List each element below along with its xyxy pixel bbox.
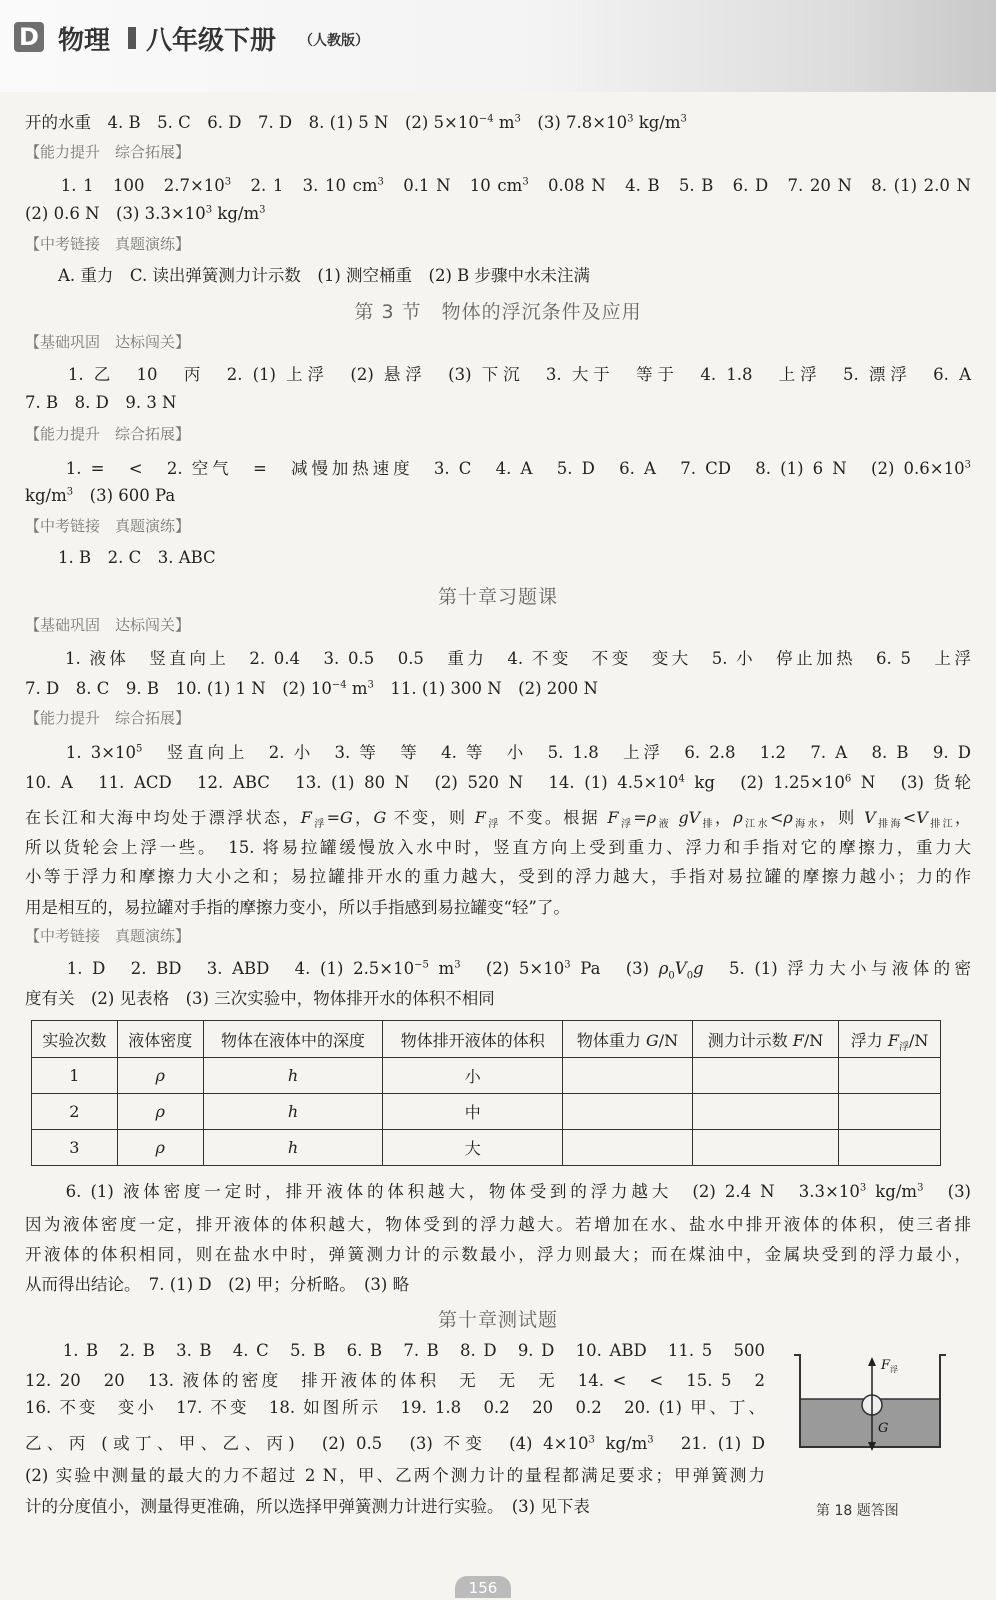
section-label: 【基础巩固 达标闯关】 <box>25 616 191 634</box>
section-label: 【中考链接 真题演练】 <box>25 517 191 535</box>
table-cell: h <box>203 1094 383 1130</box>
table-header-cell: 实验次数 <box>32 1021 118 1058</box>
table-cell <box>839 1130 941 1166</box>
answer-line: 1. 乙 10 丙 2. (1) 上浮 (2) 悬浮 (3) 下沉 3. 大于 等于 4. 1.8 上浮 5. 漂浮 6. A <box>25 365 971 384</box>
table-cell <box>839 1058 941 1094</box>
answer-line: 10. A 11. ACD 12. ABC 13. (1) 80 N (2) 520 N 14. (1) $4.5\times 10^4$ kg (2) $1.25\times 10^6$ N (3) 货轮 <box>25 773 972 792</box>
answer-line: 6. (1) 液体密度一定时，排开液体的体积越大，物体受到的浮力越大 (2) 2.4 N $3.3\times 10^3$ $kg/m^3$ (3) <box>25 1182 971 1201</box>
section-label: 【基础巩固 达标闯关】 <box>25 333 191 351</box>
table-header-cell: 浮力 $F_浮/N$ <box>839 1021 941 1058</box>
table-cell: h <box>203 1130 383 1166</box>
table-cell <box>839 1094 941 1130</box>
buoyancy-figure <box>788 1347 948 1457</box>
header-divider <box>128 27 136 49</box>
section-label: 【中考链接 真题演练】 <box>25 235 191 253</box>
section-title: 第十章测试题 <box>437 1309 558 1331</box>
section-label: 【能力提升 综合拓展】 <box>25 709 191 727</box>
section-title: 第 3 节 物体的浮沉条件及应用 <box>354 301 642 323</box>
answer-line: 1. = < 2. 空气 = 减慢加热速度 3. C 4. A 5. D 6. A 7. CD 8. (1) 6 N (2) $0.6\times 10^3$ <box>25 459 971 478</box>
subject-title: 物理 <box>58 26 111 56</box>
table-cell: 小 <box>383 1058 563 1094</box>
section-label: 【能力提升 综合拓展】 <box>25 143 191 161</box>
page-header <box>0 0 996 92</box>
table-row <box>32 1058 941 1094</box>
answer-line: 7. B 8. D 9. 3 N <box>25 393 177 412</box>
answer-line: 所以货轮会上浮一些。 15. 将易拉罐缓慢放入水中时，竖直方向上受到重力、浮力和手指对它的摩擦力，重力大 <box>25 838 971 857</box>
table-cell <box>563 1058 693 1094</box>
answer-line: 因为液体密度一定，排开液体的体积越大，物体受到的浮力越大。若增加在水、盐水中排开液体的体积，使三者排 <box>25 1215 971 1234</box>
answer-line: 开的水重 4. B 5. C 6. D 7. D 8. (1) 5 N (2) $5\times 10^{-4}$ $m^3$ (3) $7.8\times 10^3$ $kg/m^3$ <box>25 113 687 132</box>
table-row <box>32 1094 941 1130</box>
answer-line: 1. 1 100 $2.7\times 10^3$ 2. 1 3. 10 $cm^3$ 0.1 N 10 $cm^3$ 0.08 N 4. B 5. B 6. D 7. 20 N 8. (1) 2.0 N <box>25 176 971 195</box>
table-cell <box>563 1094 693 1130</box>
answer-line: 1. $3\times 10^5$ 竖直向上 2. 小 3. 等 等 4. 等 小 5. 1.8 上浮 6. 2.8 1.2 7. A 8. B 9. D <box>25 743 971 762</box>
table-cell: h <box>203 1058 383 1094</box>
table-cell <box>563 1130 693 1166</box>
answer-line: A. 重力 C. 读出弹簧测力计示数 (1) 测空桶重 (2) B 步骤中水未注满 <box>25 266 591 285</box>
table-cell: 中 <box>383 1094 563 1130</box>
table-header-cell: 测力计示数 F/N <box>692 1021 838 1058</box>
answer-line: 在长江和大海中均处于漂浮状态，$F_浮=G$，G 不变，则 $F_浮$ 不变。根据 $F_浮=\rho_液$ $gV_排$，$\rho_{江水}<\rho_{海水}$，则 $V_{排海}<V_{排江}$， <box>25 808 972 831</box>
table-cell: ρ <box>117 1094 203 1130</box>
grade-title: 八年级下册 <box>146 26 277 56</box>
section-title: 第十章习题课 <box>437 586 558 608</box>
table-header-cell: 物体重力 G/N <box>563 1021 693 1058</box>
answer-line: 12. 20 20 13. 液体的密度 排开液体的体积 无 无 无 14. < < 15. 5 2 <box>25 1371 765 1390</box>
answer-line: 1. D 2. BD 3. ABD 4. (1) $2.5\times 10^{-5}$ $m^3$ (2) $5\times 10^3$ Pa (3) $\rho_0V_0g$ 5. (1) 浮力大小与液体的密 <box>25 959 972 982</box>
answer-line: 16. 不变 变小 17. 不变 18. 如图所示 19. 1.8 0.2 20 0.2 20. (1) 甲、丁、 <box>25 1398 765 1417</box>
table-cell: 1 <box>32 1058 118 1094</box>
edition-label: （人教版） <box>299 33 369 49</box>
answer-line: $kg/m^3$ (3) 600 Pa <box>25 486 176 505</box>
answer-line: (2) 实验中测量的最大的力不超过 2 N，甲、乙两个测力计的量程都满足要求；甲弹簧测力 <box>25 1466 765 1485</box>
answer-line: 小等于浮力和摩擦力大小之和；易拉罐排开水的重力越大，受到的浮力越大，手指对易拉罐的摩擦力越小；力的作 <box>25 867 971 886</box>
table-header-cell: 液体密度 <box>117 1021 203 1058</box>
table-cell: 3 <box>32 1130 118 1166</box>
answer-line: 1. B 2. C 3. ABC <box>25 548 216 567</box>
section-label: 【中考链接 真题演练】 <box>25 927 191 945</box>
gravity-force-label: G <box>878 1421 889 1436</box>
figure-caption: 第 18 题答图 <box>816 1503 899 1519</box>
table-cell <box>692 1094 838 1130</box>
answer-line: 1. B 2. B 3. B 4. C 5. B 6. B 7. B 8. D 9. D 10. ABD 11. 5 500 <box>25 1341 765 1360</box>
answer-line: 度有关 (2) 见表格 (3) 三次实验中，物体排开水的体积不相同 <box>25 989 495 1008</box>
answer-line: 乙、丙 (或丁、甲、乙、丙) (2) 0.5 (3) 不变 (4) $4\times 10^3$ $kg/m^3$ 21. (1) D <box>25 1434 765 1453</box>
experiment-table <box>31 1020 941 1166</box>
answer-line: 7. D 8. C 9. B 10. (1) 1 N (2) $10^{-4}$ $m^3$ 11. (1) 300 N (2) 200 N <box>25 679 598 698</box>
answer-line: 1. 液体 竖直向上 2. 0.4 3. 0.5 0.5 重力 4. 不变 不变 变大 5. 小 停止加热 6. 5 上浮 <box>25 649 971 668</box>
table-header-cell: 物体在液体中的深度 <box>203 1021 383 1058</box>
table-cell: ρ <box>117 1058 203 1094</box>
section-label: 【能力提升 综合拓展】 <box>25 425 191 443</box>
table-cell: 大 <box>383 1130 563 1166</box>
table-row <box>32 1130 941 1166</box>
table-header-cell: 物体排开液体的体积 <box>383 1021 563 1058</box>
page-number: 156 <box>455 1576 511 1598</box>
table-cell <box>692 1058 838 1094</box>
buoyant-force-label: $F_浮$ <box>881 1358 899 1374</box>
answer-line: 计的分度值小，测量得更准确，所以选择甲弹簧测力计进行实验。 (3) 见下表 <box>25 1497 590 1516</box>
table-cell <box>692 1130 838 1166</box>
book-series-badge: D <box>14 22 44 52</box>
table-cell: 2 <box>32 1094 118 1130</box>
answer-line: 从而得出结论。 7. (1) D (2) 甲；分析略。 (3) 略 <box>25 1275 410 1294</box>
table-cell: ρ <box>117 1130 203 1166</box>
table-body <box>32 1058 941 1166</box>
buoyant-arrowhead <box>868 1357 876 1366</box>
answer-line: 用是相互的，易拉罐对手指的摩擦力变小，所以手指感到易拉罐变“轻”了。 <box>25 898 570 917</box>
answer-line: 开液体的体积相同，则在盐水中时，弹簧测力计的示数最小，浮力则最大；而在煤油中，金属块受到的浮力最小， <box>25 1245 971 1264</box>
table-header-row <box>32 1021 941 1058</box>
answer-line: (2) 0.6 N (3) $3.3\times 10^3$ $kg/m^3$ <box>25 204 266 223</box>
